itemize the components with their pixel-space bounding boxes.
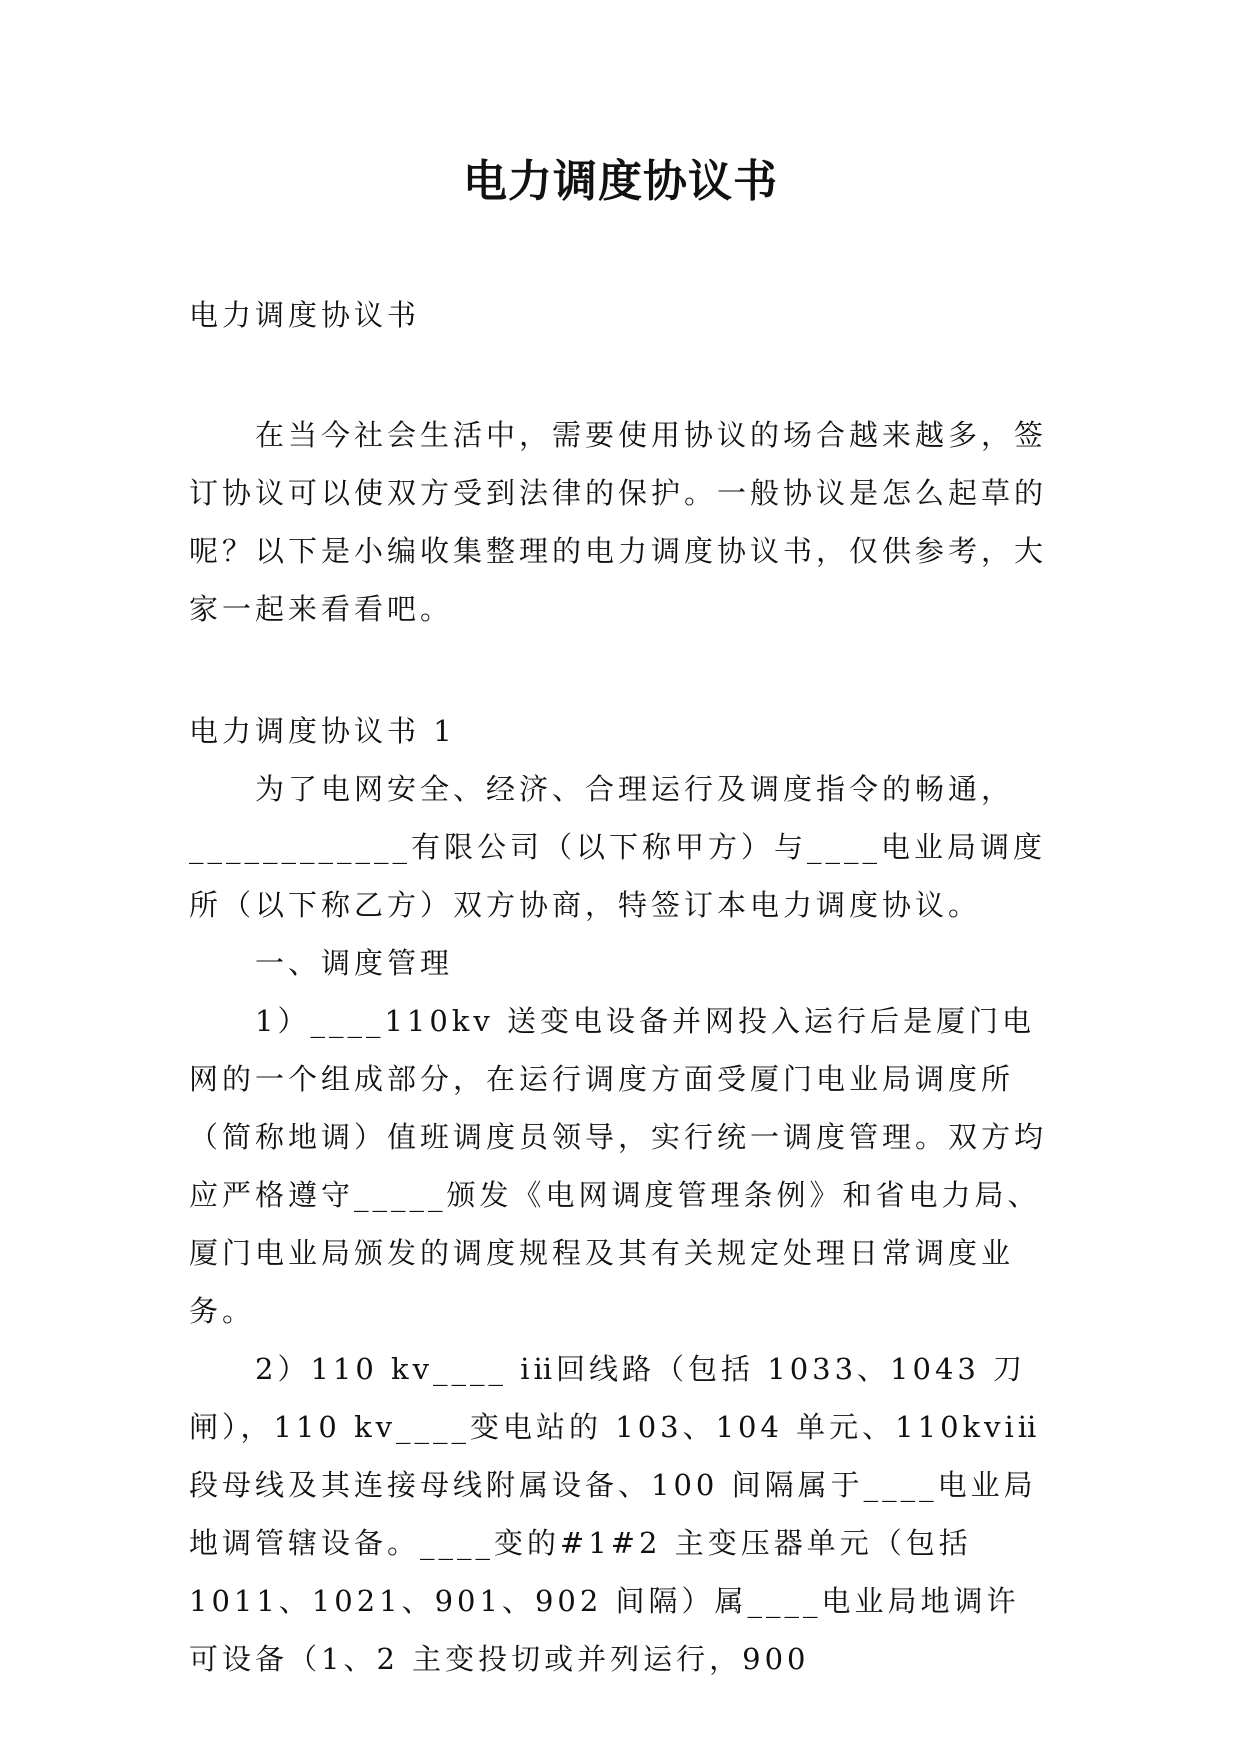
- clause-1-paragraph: 1）____110kv 送变电设备并网投入运行后是厦门电网的一个组成部分，在运行调度方面受厦门电业局调度所（简称地调）值班调度员领导，实行统一调度管理。双方均应严格遵守_____颁发《电网调度管理条例》和省电力局、厦门电业局颁发的调度规程及其有关规定处理日常调度业务。: [189, 1004, 1048, 1328]
- intro-paragraph: 在当今社会生活中，需要使用协议的场合越来越多，签订协议可以使双方受到法律的保护。一般协议是怎么起草的呢？以下是小编收集整理的电力调度协议书，仅供参考，大家一起来看看吧。: [189, 418, 1048, 626]
- document-title: 电力调度协议书: [463, 156, 778, 207]
- section-title: 电力调度协议书 1: [189, 714, 456, 748]
- heading-dispatch-management: 一、调度管理: [255, 946, 454, 980]
- preamble-paragraph: 为了电网安全、经济、合理运行及调度指令的畅通，____________有限公司（以下称甲方）与____电业局调度所（以下称乙方）双方协商，特签订本电力调度协议。: [189, 772, 1047, 922]
- document-subtitle: 电力调度协议书: [189, 298, 421, 332]
- agreement-body: [189, 702, 1049, 1688]
- clause-2-paragraph: 2）110 kv____ ⅰⅱ回线路（包括 1033、1043 刀闸），110 kv____变电站的 103、104 单元、110kvⅰⅱ段母线及其连接母线附属设备、100 间隔属于____电业局地调管辖设备。____变的#1#2 主变压器单元（包括 1011、1021、901、902 间隔）属____电业局地调许可设备（1、2 主变投切或并列运行，900: [189, 1352, 1041, 1676]
